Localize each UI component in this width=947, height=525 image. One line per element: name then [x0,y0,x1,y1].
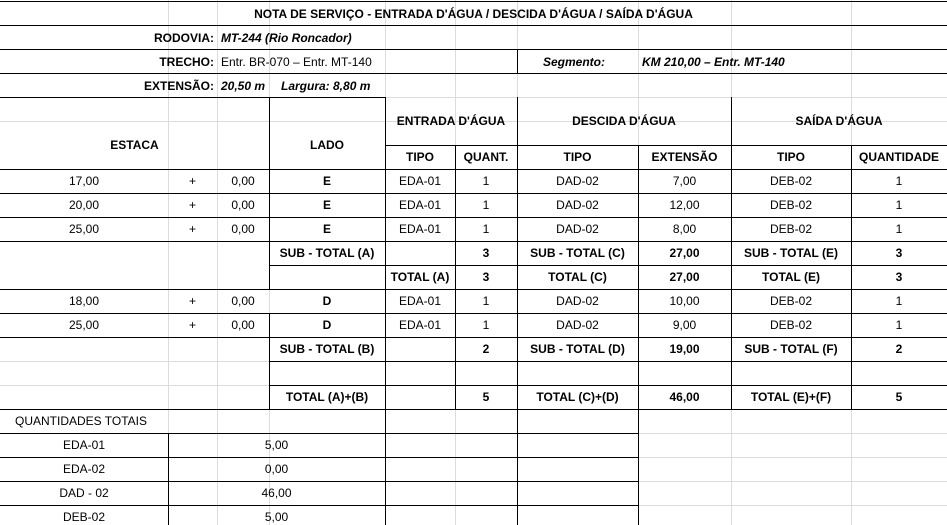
quantidade-value: 46,00 [261,486,292,500]
cell-sd-quant: 1 [895,198,903,212]
cell-estaca: 18,00 [68,294,100,308]
header-lado: LADO [310,138,344,152]
cell-offset: 0,00 [231,222,255,236]
cell-sd-quant: 1 [895,318,903,332]
total-ef-label: TOTAL (E)+(F) [750,390,832,404]
header-saida-agua: SAÍDA D'ÁGUA [795,114,883,128]
cell-sd-tipo: DEB-02 [769,174,813,188]
subtotal-a-ed: 3 [482,246,490,260]
cell-sd-tipo: DEB-02 [769,318,813,332]
total-ab-ed: 5 [482,390,490,404]
quantidade-name: EDA-02 [62,462,106,476]
largura-value: Largura: 8,80 m [281,79,371,93]
rodovia-value: MT-244 (Rio Roncador) [221,31,352,45]
header-estaca: ESTACA [110,138,159,152]
cell-dd-ext: 9,00 [672,318,697,332]
cell-estaca: 20,00 [68,198,100,212]
total-ab-label: TOTAL (A)+(B) [285,390,369,404]
total-a-ed: 3 [482,270,490,284]
trecho-value: Entr. BR-070 – Entr. MT-140 [221,55,372,69]
quantidade-name: EDA-01 [62,438,106,452]
quantidades-totais-label: QUANTIDADES TOTAIS [15,414,148,428]
cell-dd-tipo: DAD-02 [556,198,599,212]
cell-offset: 0,00 [231,174,255,188]
cell-dd-ext: 10,00 [669,294,700,308]
cell-ed-quant: 1 [482,198,490,212]
cell-ed-tipo: EDA-01 [398,174,442,188]
total-c-label: TOTAL (C) [548,270,607,284]
extensao-label: EXTENSÃO: [143,79,214,93]
cell-estaca: 25,00 [68,222,100,236]
subtotal-d-value: 19,00 [669,342,700,356]
cell-sd-tipo: DEB-02 [769,198,813,212]
cell-ed-tipo: EDA-01 [398,294,442,308]
quantidade-name: DEB-02 [62,510,106,524]
cell-lado: E [322,174,331,188]
cell-ed-quant: 1 [482,222,490,236]
subtotal-a-label: SUB - TOTAL (A) [279,246,375,260]
page-title: NOTA DE SERVIÇO - ENTRADA D'ÁGUA / DESCIDA D'ÁGUA / SAÍDA D'ÁGUA [254,7,693,21]
total-a-label: TOTAL (A) [390,270,450,284]
cell-plus: + [188,198,196,212]
cell-ed-quant: 1 [482,174,490,188]
cell-ed-tipo: EDA-01 [398,222,442,236]
header-descida-agua: DESCIDA D'ÁGUA [572,114,676,128]
cell-offset: 0,00 [231,318,255,332]
cell-plus: + [188,294,196,308]
quantidade-value: 0,00 [264,462,289,476]
cell-sd-tipo: DEB-02 [769,222,813,236]
cell-dd-ext: 12,00 [669,198,700,212]
total-cd-value: 46,00 [669,390,700,404]
cell-sd-quant: 1 [895,222,903,236]
cell-dd-tipo: DAD-02 [556,318,599,332]
total-e-value: 3 [895,270,903,284]
rodovia-label: RODOVIA: [154,31,214,45]
cell-dd-tipo: DAD-02 [556,294,599,308]
cell-estaca: 25,00 [68,318,100,332]
trecho-label: TRECHO: [159,55,214,69]
cell-dd-ext: 8,00 [672,222,697,236]
total-cd-label: TOTAL (C)+(D) [536,390,619,404]
subtotal-c-label: SUB - TOTAL (C) [530,246,625,260]
cell-lado: E [322,198,331,212]
cell-ed-tipo: EDA-01 [398,318,442,332]
header-descida-tipo: TIPO [563,150,592,164]
cell-ed-quant: 1 [482,318,490,332]
header-entrada-tipo: TIPO [405,150,434,164]
cell-lado: D [322,294,332,308]
cell-offset: 0,00 [231,294,255,308]
cell-offset: 0,00 [231,198,255,212]
cell-plus: + [188,318,196,332]
segmento-label: Segmento: [543,55,606,69]
cell-lado: E [322,222,331,236]
cell-ed-tipo: EDA-01 [398,198,442,212]
cell-ed-quant: 1 [482,294,490,308]
cell-dd-tipo: DAD-02 [556,174,599,188]
subtotal-f-value: 2 [895,342,903,356]
subtotal-e-value: 3 [895,246,903,260]
cell-sd-tipo: DEB-02 [769,294,813,308]
cell-plus: + [188,174,196,188]
header-saida-tipo: TIPO [776,150,805,164]
header-entrada-agua: ENTRADA D'ÁGUA [396,114,506,128]
subtotal-b-label: SUB - TOTAL (B) [279,342,375,356]
total-ef-value: 5 [895,390,903,404]
cell-dd-tipo: DAD-02 [556,222,599,236]
subtotal-f-label: SUB - TOTAL (F) [744,342,838,356]
quantidade-name: DAD - 02 [59,486,109,500]
header-saida-quantidade: QUANTIDADE [859,150,939,164]
cell-sd-quant: 1 [895,294,903,308]
header-entrada-quant: QUANT. [463,150,509,164]
subtotal-c-value: 27,00 [669,246,700,260]
total-e-label: TOTAL (E) [762,270,820,284]
extensao-value: 20,50 m [221,79,266,93]
quantidade-value: 5,00 [264,510,289,524]
subtotal-d-label: SUB - TOTAL (D) [530,342,625,356]
subtotal-b-ed: 2 [482,342,490,356]
quantidade-value: 5,00 [264,438,289,452]
cell-lado: D [322,318,332,332]
segmento-value: KM 210,00 – Entr. MT-140 [642,55,785,69]
cell-sd-quant: 1 [895,174,903,188]
cell-plus: + [188,222,196,236]
cell-estaca: 17,00 [68,174,100,188]
subtotal-e-label: SUB - TOTAL (E) [744,246,838,260]
total-c-value: 27,00 [669,270,700,284]
cell-dd-ext: 7,00 [672,174,697,188]
header-descida-extensao: EXTENSÃO [651,150,718,164]
